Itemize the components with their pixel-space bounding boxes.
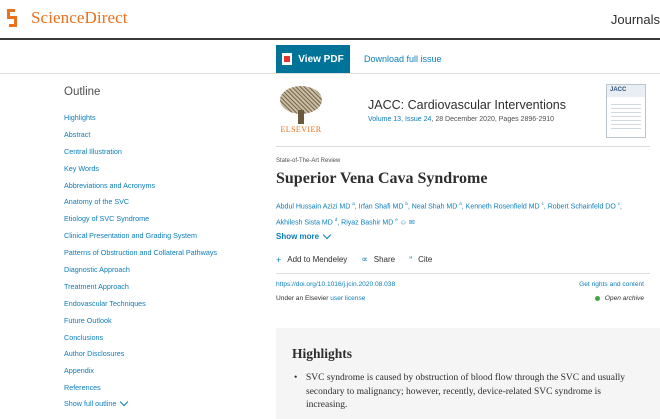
author-line-1: Abdul Hussain Azizi MD $^a$, Irfan Shafi MD $^b$, Neal Shah MD $^a$, Kenneth Rosenfield MD $^c$, Robert Schainfeld DO $^c$,: [276, 201, 622, 211]
volume-issue-link[interactable]: Volume 13, Issue 24: [368, 116, 432, 123]
person-icon[interactable]: ☺: [399, 219, 407, 227]
elsevier-logo[interactable]: [276, 84, 326, 136]
share-icon: ∝: [361, 254, 368, 264]
show-more-button[interactable]: [276, 232, 330, 241]
download-full-issue-link[interactable]: Download full issue: [364, 54, 442, 64]
article-title: Superior Vena Cava Syndrome: [276, 170, 488, 187]
quote-icon: ”: [409, 254, 413, 265]
outline-item-etiology[interactable]: Etiology of SVC Syndrome: [64, 214, 150, 224]
cover-title: JACC: [610, 87, 627, 93]
journal-issue-info: [368, 116, 554, 123]
highlights-section: [276, 328, 660, 419]
elsevier-wordmark: ELSEVIER: [280, 125, 322, 134]
author-link[interactable]: Akhilesh Sista MD: [276, 219, 333, 227]
outline-item-anatomy[interactable]: Anatomy of the SVC: [64, 197, 130, 207]
author-link[interactable]: Robert Schainfeld DO: [547, 203, 616, 211]
outline-item-abbreviations[interactable]: Abbreviations and Acronyms: [64, 180, 156, 190]
outline-item-treatment[interactable]: Treatment Approach: [64, 281, 129, 291]
doi-link[interactable]: https://doi.org/10.1016/j.jcin.2020.08.038: [276, 281, 396, 288]
chevron-down-icon: [323, 231, 331, 239]
open-access-dot-icon: [595, 296, 600, 301]
author-link[interactable]: Abdul Hussain Azizi MD: [276, 203, 351, 211]
author-link[interactable]: Neal Shah MD: [411, 203, 458, 211]
journal-name[interactable]: JACC: Cardiovascular Interventions: [368, 98, 566, 112]
author-link[interactable]: Irfan Shafi MD: [358, 203, 404, 211]
outline-item-diagnostic[interactable]: Diagnostic Approach: [64, 265, 130, 275]
issue-date-pages: , 28 December 2020, Pages 2896-2910: [431, 116, 555, 123]
license-prefix: Under an Elsevier: [276, 295, 331, 302]
outline-item-future-outlook[interactable]: Future Outlook: [64, 315, 112, 325]
email-icon[interactable]: ✉: [408, 219, 415, 227]
show-full-outline-label: Show full outline: [64, 399, 117, 409]
rights-and-content-link[interactable]: Get rights and content: [579, 281, 644, 288]
plus-icon: +: [276, 254, 282, 265]
cite-button[interactable]: [409, 255, 432, 265]
view-pdf-label: View PDF: [298, 53, 344, 65]
divider: [276, 146, 650, 147]
outline-item-conclusions[interactable]: Conclusions: [64, 332, 104, 342]
highlights-title: Highlights: [292, 346, 353, 361]
outline-item-highlights[interactable]: Highlights: [64, 113, 96, 122]
author-list: [276, 198, 646, 230]
author-line-2: Akhilesh Sista MD $^d$, Riyaz Bashir MD $^e$ ☺ ✉: [276, 216, 415, 227]
article-tools: [276, 254, 446, 265]
outline-sidebar: [64, 86, 264, 408]
outline-item-appendix[interactable]: Appendix: [64, 366, 94, 376]
highlight-item: • SVC syndrome is caused by obstruction of blood flow through the SVC and usually secondary to malignancy; however, recently, device-related SVC syndrome is increasing.: [294, 372, 644, 413]
cite-label: Cite: [418, 255, 433, 264]
outline-item-author-disclosures[interactable]: Author Disclosures: [64, 349, 125, 359]
outline-item-endovascular[interactable]: Endovascular Techniques: [64, 298, 146, 308]
outline-item-abstract[interactable]: Abstract: [64, 129, 91, 139]
article-type: State-of-The-Art Review: [276, 158, 341, 164]
author-link[interactable]: Riyaz Bashir MD: [341, 219, 394, 227]
outline-item-references[interactable]: References: [64, 383, 101, 393]
sciencedirect-logo-icon: [7, 9, 25, 27]
view-pdf-button[interactable]: [276, 45, 350, 73]
user-license-link[interactable]: user license: [330, 295, 366, 302]
highlights-list: [294, 372, 644, 413]
brand-name: ScienceDirect: [31, 8, 128, 27]
outline-item-patterns[interactable]: Patterns of Obstruction and Collateral Pathways: [64, 248, 218, 258]
pdf-icon: [282, 53, 292, 65]
journals-link[interactable]: Journals: [610, 12, 660, 27]
divider: [276, 273, 650, 274]
sciencedirect-logo[interactable]: [7, 8, 128, 28]
top-header: [0, 0, 660, 40]
open-archive-label: Open archive: [604, 295, 644, 302]
journal-cover-thumbnail[interactable]: [606, 84, 646, 138]
outline-item-key-words[interactable]: Key Words: [64, 163, 100, 173]
open-archive-badge: [595, 295, 644, 302]
show-more-label: Show more: [276, 232, 320, 241]
share-button[interactable]: [361, 254, 395, 265]
article-action-bar: [0, 42, 660, 74]
chevron-down-icon: [120, 398, 128, 406]
show-full-outline-button[interactable]: [64, 399, 264, 408]
add-to-mendeley-label: Add to Mendeley: [287, 255, 348, 264]
outline-list: [64, 110, 264, 397]
add-to-mendeley-button[interactable]: [276, 255, 347, 265]
outline-item-central-illustration[interactable]: Central Illustration: [64, 146, 122, 156]
author-link[interactable]: Kenneth Rosenfield MD: [465, 203, 540, 211]
outline-title: Outline: [64, 86, 101, 98]
license-info: [276, 295, 365, 302]
share-label: Share: [373, 255, 396, 264]
outline-item-clinical-presentation[interactable]: Clinical Presentation and Grading System: [64, 231, 198, 241]
